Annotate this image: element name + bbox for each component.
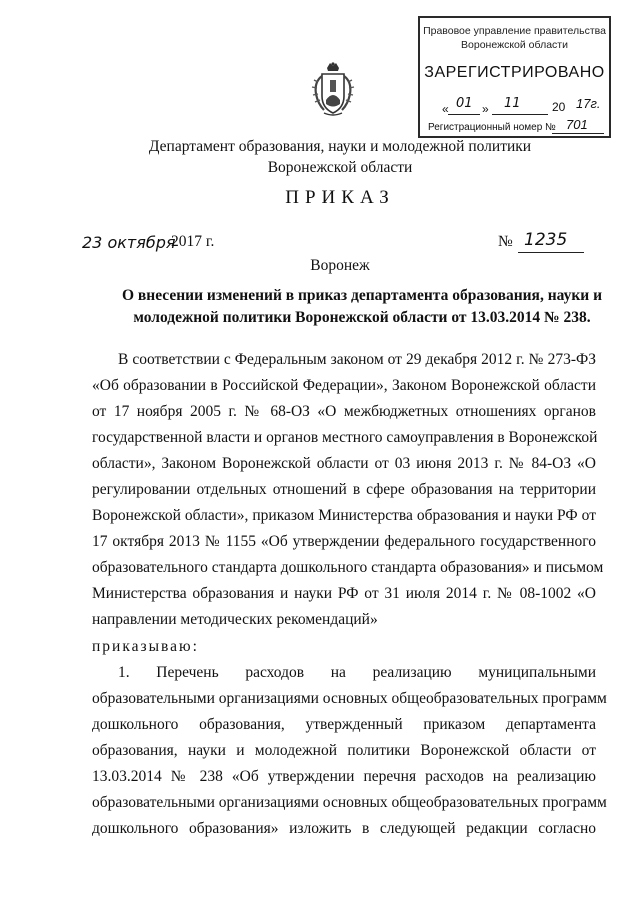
stamp-reg-value: 701 bbox=[566, 117, 588, 132]
preamble-line: направлении методических рекомендаций» bbox=[92, 611, 378, 628]
item1-line: 13.03.2014 № 238 «Об утверждении перечня расходов на реализацию bbox=[92, 768, 596, 785]
item1-line: образовательными организациями основных общеобразовательных программ bbox=[92, 794, 607, 811]
order-subject bbox=[92, 285, 632, 329]
coat-of-arms-emblem bbox=[310, 60, 356, 118]
order-date-year: 2017 г. bbox=[171, 233, 215, 250]
preamble-line: государственной власти и органов местного самоуправления в Воронежской bbox=[92, 429, 598, 446]
stamp-day: 01 bbox=[456, 96, 473, 111]
stamp-registered: ЗАРЕГИСТРИРОВАНО bbox=[424, 64, 605, 81]
document-title: ПРИКАЗ bbox=[285, 187, 395, 208]
stamp-date bbox=[430, 98, 601, 118]
order-word: приказываю: bbox=[92, 638, 199, 655]
subject-line1: О внесении изменений в приказ департамента образования, науки и bbox=[121, 287, 602, 304]
item1-line: 1. Перечень расходов на реализацию муниципальными bbox=[118, 664, 596, 681]
department-name-line1: Департамент образования, науки и молодежной политики bbox=[148, 138, 532, 155]
preamble-line: от 17 ноября 2005 г. № 68-ОЗ «О межбюджетных отношениях органов bbox=[92, 403, 596, 420]
stamp-org-line2: Воронежской области bbox=[461, 39, 568, 51]
preamble-line: области», Законом Воронежской области от 03 июня 2013 г. № 84-ОЗ «О bbox=[92, 455, 596, 472]
item1-line: дошкольного образования, утвержденный приказом департамента bbox=[92, 716, 596, 733]
item1-line: дошкольного образования» изложить в следующей редакции согласно bbox=[92, 820, 596, 837]
department-name-line2: Воронежской области bbox=[267, 159, 413, 176]
order-date-handwritten: 23 октября bbox=[82, 233, 176, 252]
city-name: Воронеж bbox=[310, 257, 370, 274]
item1-line: образования, науки и молодежной политики Воронежской области от bbox=[92, 742, 596, 759]
preamble-line: В соответствии с Федеральным законом от 29 декабря 2012 г. № 273-ФЗ bbox=[118, 351, 596, 368]
stamp-org-line1: Правовое управление правительства bbox=[423, 25, 606, 37]
stamp-year-suffix: 17г. bbox=[576, 96, 601, 111]
registration-stamp bbox=[418, 16, 611, 138]
preamble-line: 17 октября 2013 № 1155 «Об утверждении федерального государственного bbox=[92, 533, 596, 550]
item1-line: образовательными организациями основных общеобразовательных программ bbox=[92, 690, 607, 707]
preamble-line: Воронежской области», приказом Министерства образования и науки РФ от bbox=[92, 507, 596, 524]
subject-line2: молодежной политики Воронежской области от 13.03.2014 № 238. bbox=[133, 309, 591, 326]
preamble-line: Министерства образования и науки РФ от 31 июля 2014 г. № 08-1002 «О bbox=[92, 585, 596, 602]
stamp-year-prefix: 20 bbox=[552, 100, 566, 114]
order-number: 1235 bbox=[524, 230, 568, 250]
order-number-label: № bbox=[498, 233, 513, 250]
preamble-line: образовательного стандарта дошкольного стандарта образования» и письмом bbox=[92, 559, 604, 576]
stamp-quote-close: » bbox=[482, 102, 489, 116]
stamp-reg-label: Регистрационный номер № bbox=[428, 122, 556, 133]
stamp-month: 11 bbox=[504, 96, 521, 111]
stamp-quote-open: « bbox=[442, 102, 449, 116]
order-number-underline bbox=[518, 252, 584, 253]
preamble-line: регулировании отдельных отношений в сфере образования на территории bbox=[92, 481, 596, 498]
stamp-reg-number bbox=[426, 117, 603, 134]
preamble-line: «Об образовании в Российской Федерации», Законом Воронежской области bbox=[92, 377, 596, 394]
